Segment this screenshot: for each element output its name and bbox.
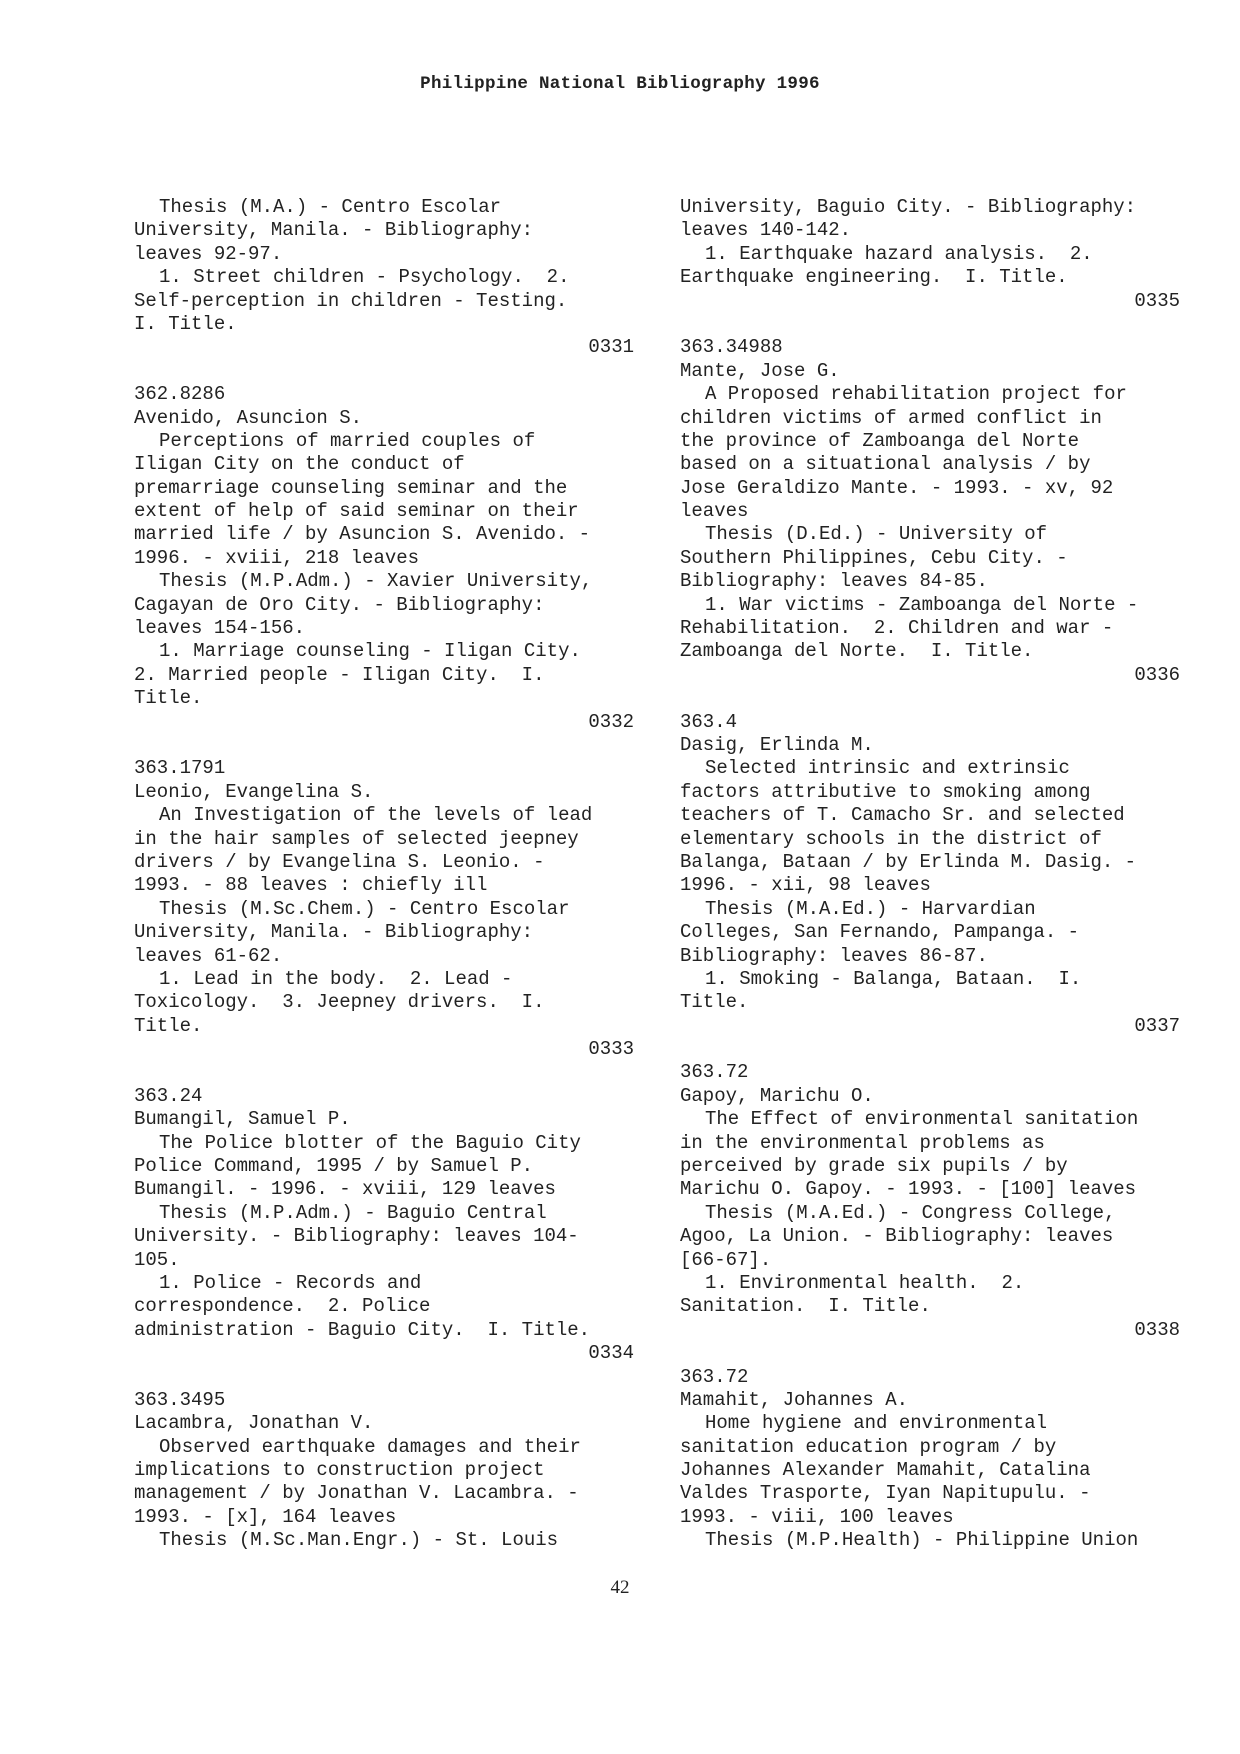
- entry-line: Valdes Trasporte, Iyan Napitupulu. -: [680, 1482, 1091, 1505]
- entry-line: Sanitation. I. Title.: [680, 1295, 931, 1318]
- entry-line: extent of help of said seminar on their: [134, 500, 579, 523]
- entry-line: Mamahit, Johannes A.: [680, 1388, 909, 1411]
- entry-line: 363.34988: [680, 336, 783, 359]
- entry-line: Thesis (M.A.Ed.) - Harvardian: [705, 897, 1036, 920]
- right-column: [680, 196, 1180, 1553]
- entry-line: I. Title.: [134, 312, 237, 335]
- entry-line: Leonio, Evangelina S.: [134, 780, 374, 803]
- entry-line: Home hygiene and environmental: [705, 1412, 1048, 1435]
- entry-line: leaves: [680, 500, 749, 523]
- entry-line: 363.3495: [134, 1388, 226, 1411]
- entry-line: University, Manila. - Bibliography:: [134, 219, 534, 242]
- entry-line: management / by Jonathan V. Lacambra. -: [134, 1482, 579, 1505]
- entry-line: Iligan City on the conduct of: [134, 453, 465, 476]
- entry-gap: [680, 313, 1180, 336]
- entry-line: in the environmental problems as: [680, 1131, 1045, 1154]
- entry-gap: [680, 1342, 1180, 1365]
- entry-line: Zamboanga del Norte. I. Title.: [680, 640, 1034, 663]
- entry-line: based on a situational analysis / by: [680, 453, 1091, 476]
- entry-line: Cagayan de Oro City. - Bibliography:: [134, 593, 545, 616]
- entry-line: in the hair samples of selected jeepney: [134, 827, 579, 850]
- entry-line: Bumangil. - 1996. - xviii, 129 leaves: [134, 1178, 556, 1201]
- entry-line: elementary schools in the district of: [680, 827, 1102, 850]
- entry-line: 1993. - [x], 164 leaves: [134, 1505, 397, 1528]
- entry-line: Thesis (D.Ed.) - University of: [705, 523, 1048, 546]
- entry-line: [66-67].: [680, 1248, 772, 1271]
- entry-line: Marichu O. Gapoy. - 1993. - [100] leaves: [680, 1178, 1137, 1201]
- entry-line: Thesis (M.P.Adm.) - Baguio Central: [159, 1201, 547, 1224]
- entry-line: The Police blotter of the Baguio City: [159, 1131, 581, 1154]
- entry-line: 363.72: [680, 1365, 749, 1388]
- entry-line: An Investigation of the levels of lead: [159, 804, 593, 827]
- entry-line: leaves 140-142.: [680, 219, 852, 242]
- entry-line: sanitation education program / by: [680, 1435, 1057, 1458]
- entry-line: Balanga, Bataan / by Erlinda M. Dasig. -: [680, 850, 1137, 873]
- entry-line: 105.: [134, 1248, 180, 1271]
- entry-line: Selected intrinsic and extrinsic: [705, 757, 1070, 780]
- entry-line: Agoo, La Union. - Bibliography: leaves: [680, 1225, 1114, 1248]
- entry-line: Johannes Alexander Mamahit, Catalina: [680, 1459, 1091, 1482]
- entry-line: 2. Married people - Iligan City. I.: [134, 663, 545, 686]
- entry-line: Perceptions of married couples of: [159, 429, 536, 452]
- entry-number: 0337: [1134, 1014, 1180, 1037]
- entry-line: 1. War victims - Zamboanga del Norte -: [705, 593, 1139, 616]
- entry-line: leaves 92-97.: [134, 242, 283, 265]
- entry-line: 1. Earthquake hazard analysis. 2.: [705, 242, 1093, 265]
- entry-number: 0334: [588, 1342, 634, 1365]
- entry-gap: [134, 1366, 634, 1389]
- entry-line: 1. Environmental health. 2.: [705, 1271, 1025, 1294]
- entry-line: Thesis (M.Sc.Chem.) - Centro Escolar: [159, 897, 570, 920]
- entry-line: Title.: [134, 687, 203, 710]
- entry-line: The Effect of environmental sanitation: [705, 1108, 1139, 1131]
- entry-line: Bibliography: leaves 86-87.: [680, 944, 988, 967]
- entry-line: 1993. - viii, 100 leaves: [680, 1505, 954, 1528]
- entry-line: 363.4: [680, 710, 738, 733]
- entry-line: Bumangil, Samuel P.: [134, 1108, 351, 1131]
- entry-line: 1. Street children - Psychology. 2.: [159, 266, 570, 289]
- entry-line: married life / by Asuncion S. Avenido. -: [134, 523, 591, 546]
- entry-line: Jose Geraldizo Mante. - 1993. - xv, 92: [680, 476, 1114, 499]
- entry-line: 1996. - xviii, 218 leaves: [134, 546, 420, 569]
- entry-line: the province of Zamboanga del Norte: [680, 429, 1080, 452]
- entry-line: 363.1791: [134, 757, 226, 780]
- entry-gap: [680, 1038, 1180, 1061]
- entry-line: leaves 154-156.: [134, 617, 306, 640]
- entry-line: 362.8286: [134, 383, 226, 406]
- entry-line: Thesis (M.A.Ed.) - Congress College,: [705, 1201, 1116, 1224]
- entry-line: administration - Baguio City. I. Title.: [134, 1318, 591, 1341]
- entry-line: 363.72: [680, 1061, 749, 1084]
- entry-line: University, Baguio City. - Bibliography:: [680, 196, 1137, 218]
- entry-line: University, Manila. - Bibliography:: [134, 921, 534, 944]
- entry-line: implications to construction project: [134, 1459, 545, 1482]
- entry-line: Lacambra, Jonathan V.: [134, 1412, 374, 1435]
- entry-line: Avenido, Asuncion S.: [134, 406, 363, 429]
- entry-line: Toxicology. 3. Jeepney drivers. I.: [134, 991, 545, 1014]
- entry-line: children victims of armed conflict in: [680, 406, 1102, 429]
- entry-number: 0333: [588, 1038, 634, 1061]
- entry-line: Mante, Jose G.: [680, 359, 840, 382]
- entry-gap: [134, 360, 634, 383]
- entry-line: Police Command, 1995 / by Samuel P.: [134, 1155, 534, 1178]
- entry-gap: [680, 687, 1180, 710]
- entry-line: Observed earthquake damages and their: [159, 1435, 581, 1458]
- entry-number: 0331: [588, 336, 634, 359]
- entry-line: Gapoy, Marichu O.: [680, 1084, 874, 1107]
- entry-line: teachers of T. Camacho Sr. and selected: [680, 804, 1125, 827]
- entry-line: leaves 61-62.: [134, 944, 283, 967]
- entry-line: A Proposed rehabilitation project for: [705, 383, 1127, 406]
- entry-line: Title.: [680, 991, 749, 1014]
- page-number: 42: [610, 1577, 630, 1598]
- entry-line: 1993. - 88 leaves : chiefly ill: [134, 874, 488, 897]
- left-column: [134, 196, 634, 1553]
- entry-line: premarriage counseling seminar and the: [134, 476, 568, 499]
- entry-line: perceived by grade six pupils / by: [680, 1155, 1068, 1178]
- entry-line: 1. Marriage counseling - Iligan City.: [159, 640, 581, 663]
- entry-number: 0336: [1134, 663, 1180, 686]
- entry-line: University. - Bibliography: leaves 104-: [134, 1225, 579, 1248]
- entry-line: Thesis (M.Sc.Man.Engr.) - St. Louis: [159, 1529, 559, 1552]
- entry-line: 1. Police - Records and: [159, 1271, 422, 1294]
- page-header: Philippine National Bibliography 1996: [420, 74, 820, 94]
- entry-line: Dasig, Erlinda M.: [680, 733, 874, 756]
- entry-line: 363.24: [134, 1084, 203, 1107]
- entry-number: 0335: [1134, 289, 1180, 312]
- entry-line: Thesis (M.P.Adm.) - Xavier University,: [159, 570, 593, 593]
- entry-line: Self-perception in children - Testing.: [134, 289, 568, 312]
- entry-line: 1. Lead in the body. 2. Lead -: [159, 967, 513, 990]
- entry-line: Thesis (M.A.) - Centro Escolar: [159, 196, 502, 218]
- entry-gap: [134, 734, 634, 757]
- entry-line: 1996. - xii, 98 leaves: [680, 874, 931, 897]
- entry-line: Southern Philippines, Cebu City. -: [680, 546, 1068, 569]
- entry-line: Rehabilitation. 2. Children and war -: [680, 617, 1114, 640]
- entry-line: Colleges, San Fernando, Pampanga. -: [680, 921, 1080, 944]
- entry-line: factors attributive to smoking among: [680, 780, 1091, 803]
- entry-line: Earthquake engineering. I. Title.: [680, 266, 1068, 289]
- entry-line: drivers / by Evangelina S. Leonio. -: [134, 850, 545, 873]
- entry-line: Thesis (M.P.Health) - Philippine Union: [705, 1529, 1139, 1552]
- entry-line: correspondence. 2. Police: [134, 1295, 431, 1318]
- entry-line: Title.: [134, 1014, 203, 1037]
- entry-line: Bibliography: leaves 84-85.: [680, 570, 988, 593]
- entry-gap: [134, 1061, 634, 1084]
- entry-number: 0332: [588, 710, 634, 733]
- entry-number: 0338: [1134, 1318, 1180, 1341]
- entry-line: 1. Smoking - Balanga, Bataan. I.: [705, 967, 1082, 990]
